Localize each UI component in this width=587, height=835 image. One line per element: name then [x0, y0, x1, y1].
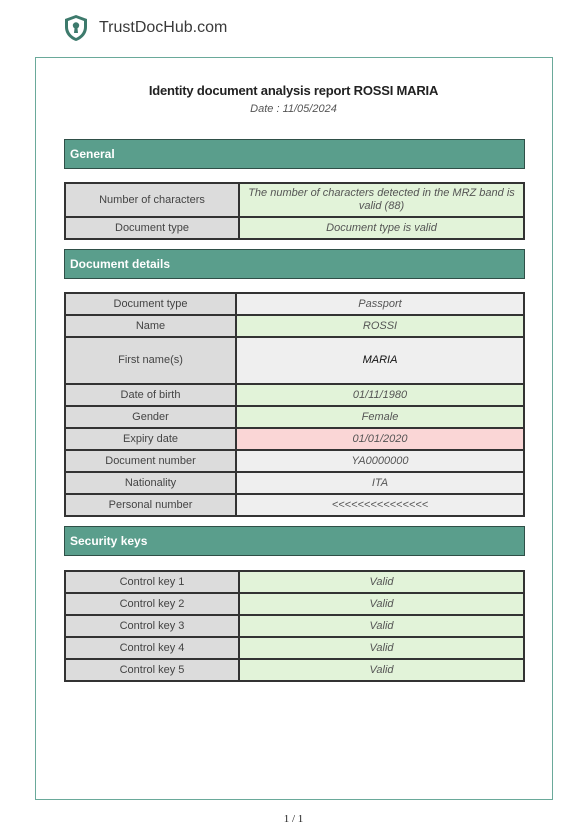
table-row	[65, 428, 524, 450]
row-value: Passport	[236, 293, 524, 315]
row-label: Nationality	[65, 472, 236, 494]
security-keys-table	[64, 570, 525, 682]
row-label: Control key 3	[65, 615, 239, 637]
row-value: The number of characters detected in the MRZ band is valid (88)	[239, 183, 524, 217]
general-table	[64, 182, 525, 240]
row-value: ROSSI	[236, 315, 524, 337]
table-row	[65, 406, 524, 428]
table-row	[65, 315, 524, 337]
row-label: Control key 1	[65, 571, 239, 593]
table-row	[65, 472, 524, 494]
row-value: ITA	[236, 472, 524, 494]
row-value: Document type is valid	[239, 217, 524, 239]
table-row	[65, 293, 524, 315]
row-label: Name	[65, 315, 236, 337]
table-row	[65, 337, 524, 384]
row-label: Number of characters	[65, 183, 239, 217]
row-label: Document number	[65, 450, 236, 472]
table-row	[65, 571, 524, 593]
row-value: <<<<<<<<<<<<<<<	[236, 494, 524, 516]
section-header-security-keys: Security keys	[64, 526, 525, 556]
row-label: Control key 4	[65, 637, 239, 659]
row-value: YA0000000	[236, 450, 524, 472]
page-number: 1 / 1	[283, 813, 304, 825]
table-row	[65, 615, 524, 637]
row-label: Expiry date	[65, 428, 236, 450]
row-label: Gender	[65, 406, 236, 428]
report-title: Identity document analysis report ROSSI MARIA	[148, 83, 439, 98]
row-value: Valid	[239, 615, 524, 637]
row-label: Control key 2	[65, 593, 239, 615]
row-value: Valid	[239, 593, 524, 615]
row-value: Valid	[239, 637, 524, 659]
table-row	[65, 494, 524, 516]
table-row	[65, 593, 524, 615]
row-label: Document type	[65, 293, 236, 315]
table-row	[65, 450, 524, 472]
site-name: TrustDocHub.com	[99, 19, 228, 36]
section-header-general: General	[64, 139, 525, 169]
row-value: MARIA	[236, 337, 524, 384]
row-value: 01/01/2020	[236, 428, 524, 450]
site-logo	[63, 14, 227, 42]
row-value: Valid	[239, 659, 524, 681]
document-details-table	[64, 292, 525, 517]
row-label: Control key 5	[65, 659, 239, 681]
row-label: First name(s)	[65, 337, 236, 384]
table-row	[65, 217, 524, 239]
row-label: Document type	[65, 217, 239, 239]
row-label: Personal number	[65, 494, 236, 516]
row-label: Date of birth	[65, 384, 236, 406]
report-date: Date : 11/05/2024	[250, 103, 337, 115]
shield-check-icon	[63, 14, 89, 42]
row-value: Female	[236, 406, 524, 428]
table-row	[65, 384, 524, 406]
section-header-document-details: Document details	[64, 249, 525, 279]
row-value: Valid	[239, 571, 524, 593]
table-row	[65, 637, 524, 659]
table-row	[65, 183, 524, 217]
table-row	[65, 659, 524, 681]
row-value: 01/11/1980	[236, 384, 524, 406]
